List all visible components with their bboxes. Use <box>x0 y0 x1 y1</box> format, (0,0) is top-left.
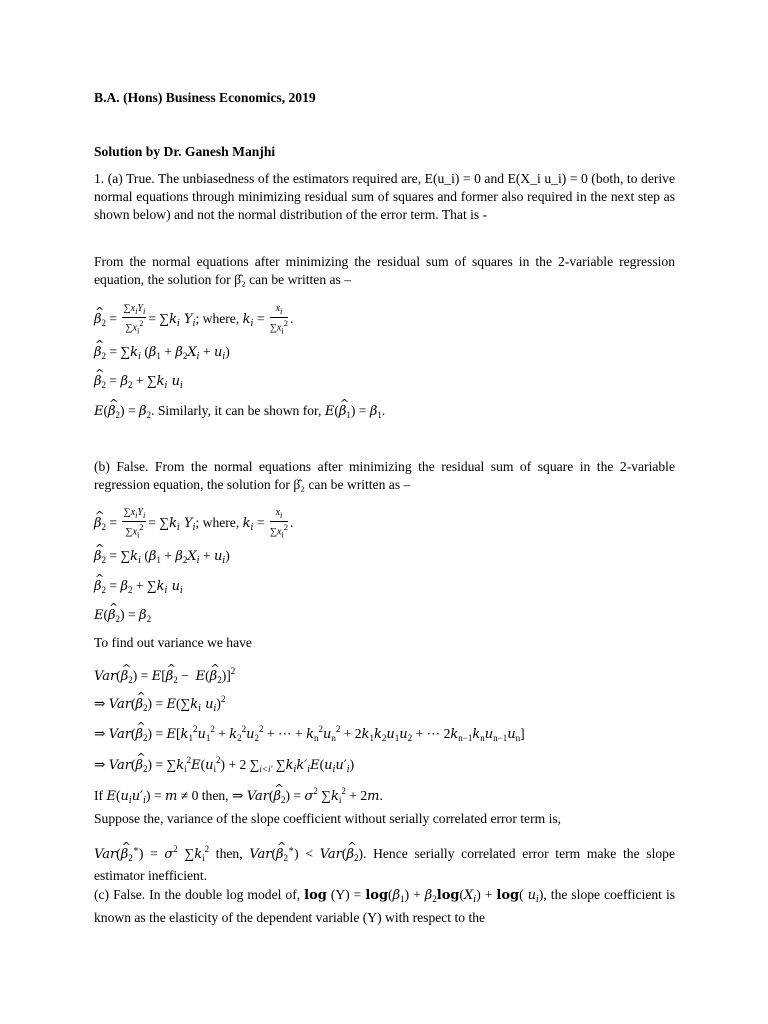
part-b-if-line: If $E(u_iu'_i) = m \ne 0$ then, ⇒ Var(^ $\beta_2) = \sigma^2$ $\sum k_i^2 + 2m$. <box>94 782 675 810</box>
part-b-var-def: Var(^ $\beta_2$) = E[^ $\beta_2$ − E(^ $\beta_2)]^2$ <box>94 662 675 689</box>
part-b-intro: (b) False. From the normal equations after minimizing the residual sum of square in the 2-variable regression equation, the solution for β̂₂ can be written as – <box>94 459 675 492</box>
part-b-suppose-text: Suppose the, variance of the slope coefficient without serially correlated error term is, <box>94 811 562 826</box>
part-b-var-step2: ⇒ Var(^ $\beta_2) = E[k_1^2u_1^2 + k_2^2u_2^2$ + ⋯ + $k_n^2u_n^2 + 2k_1k_2u_1u_2$ + ⋯ $2k_{n-1}k_nu_{n-1}u_n$] <box>94 720 675 747</box>
author-line: Solution by Dr. Ganesh Manjhi <box>94 144 276 159</box>
part-a-eq-beta2-ratio: ^ $\beta_2$ = $\frac{\sum x_iY_i}{\sum x_i^2}$ = $\sum k_i$ $Y_i$; where, $k_i$ = $\frac{x_i}{\sum x_i^2}$ . <box>94 303 675 336</box>
part-c-intro: (c) False. In the double log model of, $\log (Y) = \log(\beta_1) + \beta_2\log(X_i) + \log$( $u_i$), the slope coefficient is known as the elasticity of the dependent variable (Y) with respect to the <box>94 887 676 925</box>
part-a-intro <box>94 170 675 224</box>
part-b-hence-line: Var(^ $\beta_2^∗) = \sigma^2$ $\sum k_i^2$ then, Var(^ $\beta_2^∗$) < Var(^ $\beta_2$). Hence serially correlated error term make the slope estimator inefficient. <box>94 840 675 885</box>
part-a-normal-eq-text: From the normal equations after minimizing the residual sum of squares in the 2-variable regression equation, the solution for β̂₂ can be written as – <box>94 254 675 287</box>
part-b-eq-beta2-ratio: ^ $\beta_2$ = $\frac{\sum x_iY_i}{\sum x_i^2}$ = $\sum k_i$ $Y_i$; where, $k_i$ = $\frac{x_i}{\sum x_i^2}$ . <box>94 507 675 540</box>
part-b-variance-intro: To find out variance we have <box>94 635 252 650</box>
part-a-eq-beta2-sum: ^ $\beta_2 = \sum k_i$ $(\beta_1 + \beta_2X_i + u_i)$ <box>94 343 675 366</box>
part-a-expectation-line: E(^ $\beta_2) = \beta_2$. Similarly, it can be shown for, E(^ $\beta_1) = \beta_1$. <box>94 402 675 424</box>
part-b-eq-beta2-unbiased: ^ $\beta_2 = \beta_2 + \sum k_i$ $u_i$ <box>94 577 675 600</box>
part-b-eq-expectation: E(^ $\beta_2) = \beta_2$ <box>94 606 675 628</box>
part-a-eq-beta2-unbiased: ^ $\beta_2 = \beta_2 + \sum k_i$ $u_i$ <box>94 372 675 395</box>
part-a-intro-text: 1. (a) True. The unbiasedness of the estimators required are, E(u_i) = 0 and E(X_i u_i) = 0 (both, to derive normal equations through minimizing residual sum of squares and former also required in the next step as shown below) and not the normal distribution of the error term. That is - <box>94 171 675 222</box>
part-b-var-step3: ⇒ Var(^ $\beta_2) = \sum k_i^2E(u_i^2) + 2$ $\sum_{i<i'}$ $\sum k_ik'_iE(u_iu'_i)$ <box>94 751 675 779</box>
document-heading: B.A. (Hons) Business Economics, 2019 <box>94 90 316 105</box>
part-b-eq-beta2-sum: ^ $\beta_2 = \sum k_i$ $(\beta_1 + \beta_2X_i + u_i)$ <box>94 547 675 570</box>
part-b-var-step1: ⇒ Var(^ $\beta_2) = E(\sum k_i$ $u_i)^2$ <box>94 690 675 718</box>
